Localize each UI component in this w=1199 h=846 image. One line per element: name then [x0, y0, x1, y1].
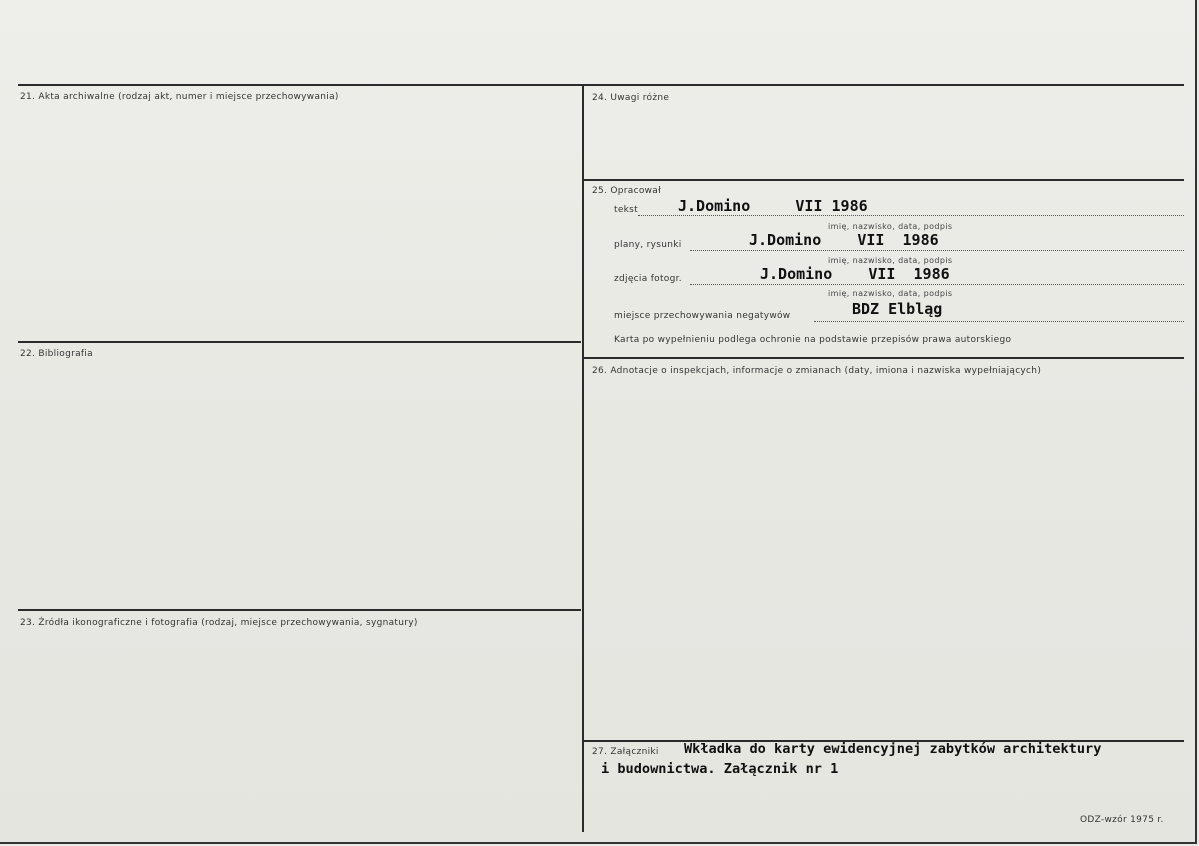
zdjecia-value: J.Domino VII 1986 — [760, 265, 950, 283]
plany-line — [690, 250, 1184, 251]
left-rule-22 — [18, 341, 581, 343]
copyright-note: Karta po wypełnieniu podlega ochronie na podstawie przepisów prawa autorskiego — [614, 335, 1012, 345]
negatywy-label: miejsce przechowywania negatywów — [614, 311, 791, 321]
center-divider — [582, 86, 584, 832]
section-21-label: 21. Akta archiwalne (rodzaj akt, numer i miejsce przechowywania) — [20, 92, 339, 102]
plany-value: J.Domino VII 1986 — [749, 231, 939, 249]
attachment-line-1: Wkładka do karty ewidencyjnej zabytków architektury — [684, 741, 1102, 757]
left-rule-23 — [18, 609, 581, 611]
negatywy-line — [814, 321, 1184, 322]
plany-label: plany, rysunki — [614, 240, 682, 250]
section-26-label: 26. Adnotacje o inspekcjach, informacje o zmianach (daty, imiona i nazwiska wypełniających) — [592, 366, 1042, 376]
plany-caption: imię, nazwisko, data, podpis — [828, 256, 953, 265]
right-rule-25 — [584, 179, 1184, 181]
tekst-caption: imię, nazwisko, data, podpis — [828, 222, 953, 231]
tekst-line — [638, 215, 1184, 216]
zdjecia-caption: imię, nazwisko, data, podpis — [828, 289, 953, 298]
section-25-label: 25. Opracował — [592, 186, 661, 196]
top-rule — [18, 84, 1184, 86]
tekst-label: tekst — [614, 205, 638, 215]
section-23-label: 23. Źródła ikonograficzne i fotografia (rodzaj, miejsce przechowywania, sygnatury) — [20, 618, 418, 628]
section-27-label: 27. Załączniki — [592, 747, 659, 757]
section-22-label: 22. Bibliografia — [20, 349, 93, 359]
negatywy-value: BDZ Elbląg — [852, 300, 943, 318]
section-24-label: 24. Uwagi różne — [592, 93, 670, 103]
form-code: ODZ-wzór 1975 r. — [1080, 815, 1164, 825]
zdjecia-label: zdjęcia fotogr. — [614, 274, 682, 284]
tekst-value: J.Domino VII 1986 — [678, 197, 868, 215]
zdjecia-line — [690, 284, 1184, 285]
right-rule-26 — [584, 357, 1184, 359]
attachment-line-2: i budownictwa. Załącznik nr 1 — [601, 761, 839, 777]
